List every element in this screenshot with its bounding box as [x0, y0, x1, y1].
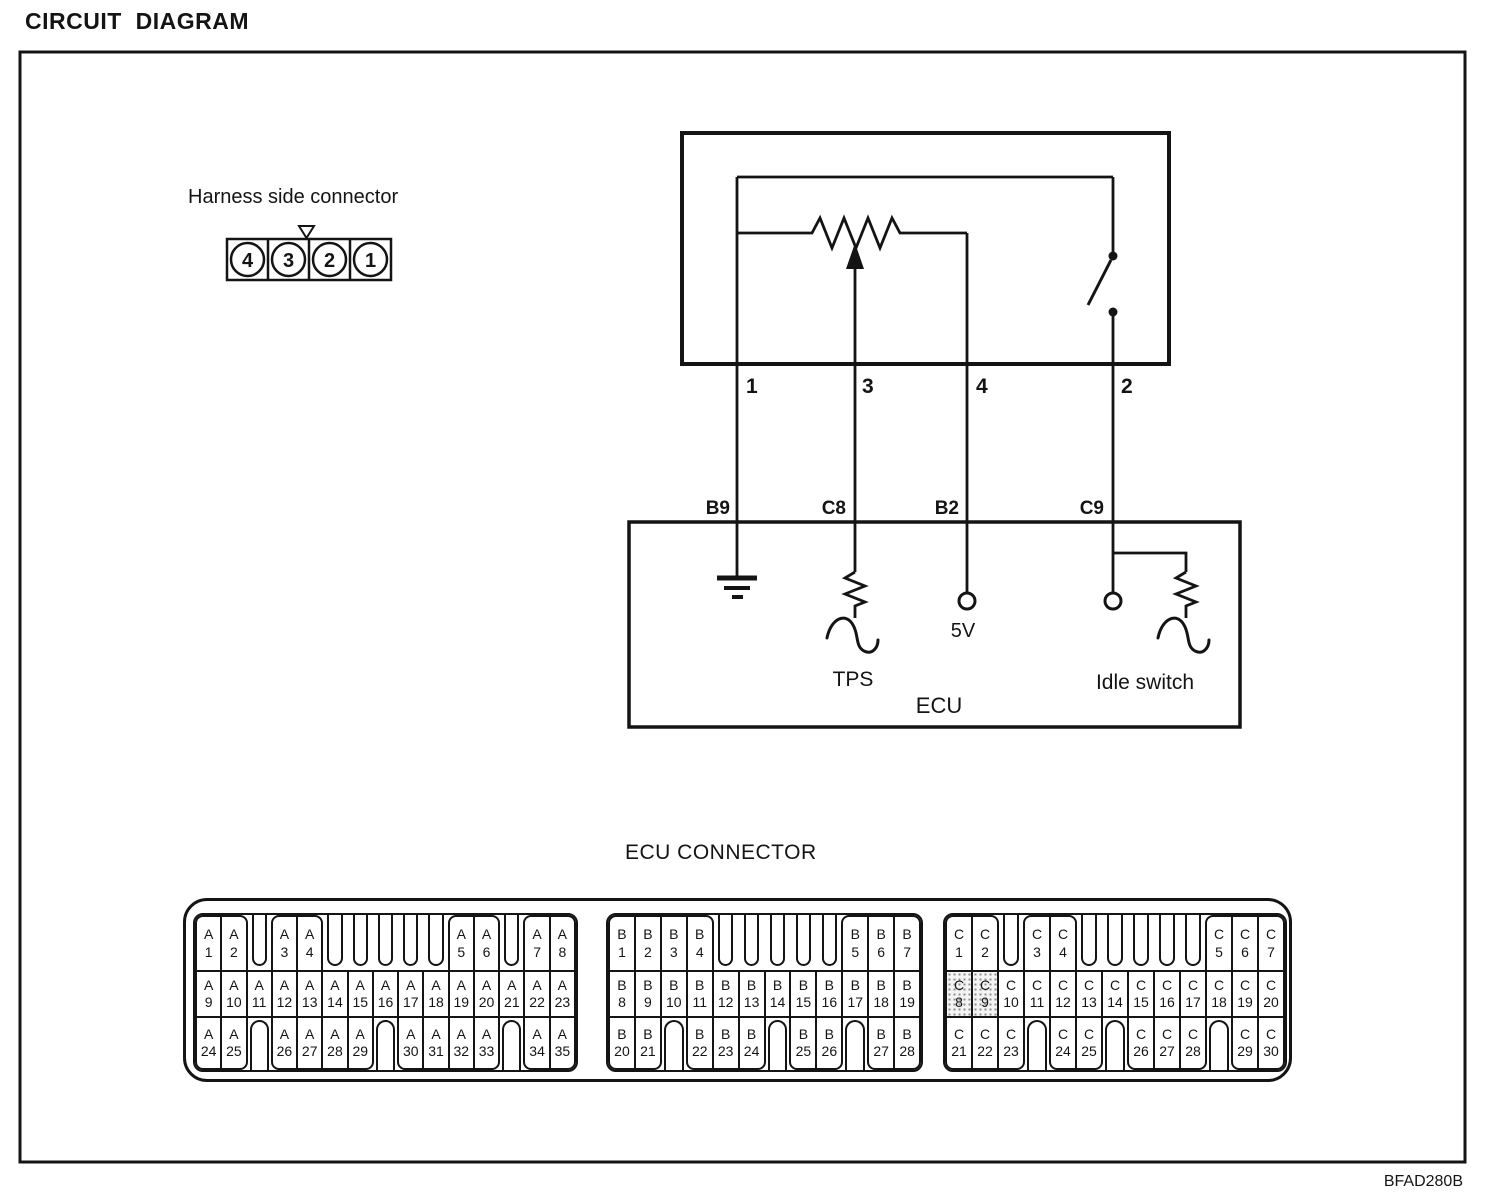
keying-slot [1159, 915, 1175, 966]
ecu-pin-label: B9 [705, 498, 730, 519]
keying-slot [770, 915, 786, 966]
keying-slot [353, 915, 368, 966]
harness-pin-number: 3 [282, 250, 295, 272]
pin-cell-c21: C 21 [945, 1016, 973, 1070]
pin-cell-b23: B 23 [712, 1016, 740, 1070]
pin-cell-a33: A 33 [473, 1016, 500, 1070]
pin-cell-b25: B 25 [789, 1016, 817, 1070]
switch-icon [1088, 252, 1118, 317]
pin-cell-c8: C 8 [945, 970, 973, 1018]
pin-cell-b10: B 10 [660, 970, 688, 1018]
pin-cell-a5: A 5 [448, 915, 475, 972]
pin-cell-a26: A 26 [271, 1016, 298, 1070]
pin-cell-a16: A 16 [372, 970, 399, 1018]
terminal-circle [959, 593, 975, 609]
pin-cell-b2: B 2 [634, 915, 662, 972]
pin-cell-c17: C 17 [1179, 970, 1207, 1018]
pin-cell-a17: A 17 [397, 970, 424, 1018]
connector-row [945, 915, 1285, 972]
connector-row [195, 915, 576, 972]
harness-connector-label: Harness side connector [188, 186, 399, 208]
keying-slot [845, 1020, 865, 1070]
pin-cell-b22: B 22 [686, 1016, 714, 1070]
pin-cell-b1: B 1 [608, 915, 636, 972]
pin-cell-c20: C 20 [1257, 970, 1285, 1018]
pin-cell-a11: A 11 [246, 970, 273, 1018]
pin-cell-a28: A 28 [321, 1016, 348, 1070]
pin-cell-a15: A 15 [347, 970, 374, 1018]
pin-cell-a35: A 35 [549, 1016, 576, 1070]
keying-slot [1027, 1020, 1047, 1070]
connector-group-a [193, 913, 578, 1072]
pin-cell-c9: C 9 [971, 970, 999, 1018]
keying-slot [768, 1020, 788, 1070]
pin-cell-b4: B 4 [686, 915, 714, 972]
pin-cell-b12: B 12 [712, 970, 740, 1018]
pin-cell-a19: A 19 [448, 970, 475, 1018]
keying-slot [502, 1020, 521, 1070]
pin-cell-b15: B 15 [789, 970, 817, 1018]
sensor-pin-label: 4 [976, 375, 988, 398]
pin-cell-a2: A 2 [220, 915, 247, 972]
harness-pin-number: 1 [364, 250, 377, 272]
pin-cell-b13: B 13 [738, 970, 766, 1018]
sensor-box [682, 133, 1169, 364]
pin-cell-b11: B 11 [686, 970, 714, 1018]
pin-cell-c28: C 28 [1179, 1016, 1207, 1070]
pin-cell-b5: B 5 [841, 915, 869, 972]
pin-cell-a27: A 27 [296, 1016, 323, 1070]
pin-cell-a21: A 21 [498, 970, 525, 1018]
wires [737, 177, 1186, 593]
pin-cell-a14: A 14 [321, 970, 348, 1018]
pin-cell-a9: A 9 [195, 970, 222, 1018]
pin-cell-c4: C 4 [1049, 915, 1077, 972]
pin-cell-c5: C 5 [1205, 915, 1233, 972]
keying-slot [1185, 915, 1201, 966]
pin-cell-c29: C 29 [1231, 1016, 1259, 1070]
connector-row [608, 915, 921, 972]
sensor-pin-label: 2 [1121, 375, 1133, 398]
pin-cell-c23: C 23 [997, 1016, 1025, 1070]
ecu-pin-label: C8 [821, 498, 846, 519]
pin-cell-a18: A 18 [422, 970, 449, 1018]
pin-cell-c25: C 25 [1075, 1016, 1103, 1070]
idle-switch-label: Idle switch [1095, 671, 1195, 694]
pin-cell-a3: A 3 [271, 915, 298, 972]
keying-slot [1081, 915, 1097, 966]
pin-cell-b18: B 18 [867, 970, 895, 1018]
keying-slot [796, 915, 812, 966]
keying-slot [403, 915, 418, 966]
pin-cell-a32: A 32 [448, 1016, 475, 1070]
keying-slot [327, 915, 342, 966]
pin-cell-c12: C 12 [1049, 970, 1077, 1018]
keying-slot [1209, 1020, 1229, 1070]
pin-cell-c3: C 3 [1023, 915, 1051, 972]
pin-cell-c27: C 27 [1153, 1016, 1181, 1070]
pin-cell-c24: C 24 [1049, 1016, 1077, 1070]
pin-cell-a25: A 25 [220, 1016, 247, 1070]
keying-slot [664, 1020, 684, 1070]
ecu-pin-label: B2 [934, 498, 959, 519]
pin-cell-a24: A 24 [195, 1016, 222, 1070]
pin-cell-a34: A 34 [523, 1016, 550, 1070]
pin-cell-c10: C 10 [997, 970, 1025, 1018]
pin-cell-c6: C 6 [1231, 915, 1259, 972]
pin-cell-a1: A 1 [195, 915, 222, 972]
keying-slot [250, 1020, 269, 1070]
tps-resistor-icon [827, 572, 878, 652]
pin-cell-c19: C 19 [1231, 970, 1259, 1018]
keying-slot [378, 915, 393, 966]
connector-row [608, 970, 921, 1018]
harness-connector [227, 239, 391, 280]
pin-cell-c26: C 26 [1127, 1016, 1155, 1070]
pin-cell-b16: B 16 [815, 970, 843, 1018]
harness-pin-number: 2 [323, 250, 336, 272]
keying-slot [376, 1020, 395, 1070]
ecu-connector-label: ECU CONNECTOR [625, 841, 817, 864]
pin-cell-c22: C 22 [971, 1016, 999, 1070]
pin-cell-b7: B 7 [893, 915, 921, 972]
keying-slot [744, 915, 760, 966]
page-title: CIRCUIT DIAGRAM [25, 8, 250, 34]
connector-group-c [943, 913, 1287, 1072]
harness-pin-number: 4 [241, 250, 254, 272]
pin-cell-a13: A 13 [296, 970, 323, 1018]
pin-cell-a22: A 22 [523, 970, 550, 1018]
keying-slot [1107, 915, 1123, 966]
connector-row [945, 970, 1285, 1018]
pin-cell-a10: A 10 [220, 970, 247, 1018]
keying-slot [822, 915, 838, 966]
connector-row [608, 1016, 921, 1070]
pin-cell-a31: A 31 [422, 1016, 449, 1070]
keying-slot [718, 915, 734, 966]
potentiometer-resistor [737, 218, 967, 248]
pin-cell-b20: B 20 [608, 1016, 636, 1070]
pin-cell-a6: A 6 [473, 915, 500, 972]
pin-cell-b17: B 17 [841, 970, 869, 1018]
idle-switch-resistor-icon [1158, 572, 1209, 652]
ground-icon [717, 578, 757, 597]
keying-slot [1133, 915, 1149, 966]
pin-cell-b28: B 28 [893, 1016, 921, 1070]
pin-cell-c1: C 1 [945, 915, 973, 972]
pin-cell-b24: B 24 [738, 1016, 766, 1070]
pin-cell-a12: A 12 [271, 970, 298, 1018]
keying-slot [1105, 1020, 1125, 1070]
pin-cell-a4: A 4 [296, 915, 323, 972]
pin-cell-a8: A 8 [549, 915, 576, 972]
keying-slot [428, 915, 443, 966]
figure-code: BFAD280B [1383, 1173, 1463, 1190]
pin-cell-a30: A 30 [397, 1016, 424, 1070]
pin-cell-c30: C 30 [1257, 1016, 1285, 1070]
supply-voltage-label: 5V [950, 620, 976, 642]
pin-cell-c15: C 15 [1127, 970, 1155, 1018]
connector-row [945, 1016, 1285, 1070]
pin-cell-c2: C 2 [971, 915, 999, 972]
pin-cell-b21: B 21 [634, 1016, 662, 1070]
ecu-pin-label: C9 [1079, 498, 1104, 519]
pin-cell-b6: B 6 [867, 915, 895, 972]
tps-label: TPS [832, 668, 874, 691]
pin-cell-b19: B 19 [893, 970, 921, 1018]
pin-cell-c18: C 18 [1205, 970, 1233, 1018]
pin-cell-b8: B 8 [608, 970, 636, 1018]
pin-cell-a23: A 23 [549, 970, 576, 1018]
pin-cell-c11: C 11 [1023, 970, 1051, 1018]
terminal-circle [1105, 593, 1121, 609]
keying-slot [504, 915, 519, 966]
connector-group-b [606, 913, 923, 1072]
index-triangle-icon [299, 226, 314, 238]
keying-slot [252, 915, 267, 966]
connector-row [195, 1016, 576, 1070]
pin-cell-b27: B 27 [867, 1016, 895, 1070]
sensor-pin-label: 3 [862, 375, 874, 398]
pin-cell-b3: B 3 [660, 915, 688, 972]
keying-slot [1003, 915, 1019, 966]
pin-cell-a20: A 20 [473, 970, 500, 1018]
ecu-label: ECU [915, 693, 963, 718]
pin-cell-b14: B 14 [764, 970, 792, 1018]
pin-cell-a29: A 29 [347, 1016, 374, 1070]
connector-row [195, 970, 576, 1018]
pin-cell-c7: C 7 [1257, 915, 1285, 972]
sensor-pin-label: 1 [746, 375, 758, 398]
pin-cell-b9: B 9 [634, 970, 662, 1018]
pin-cell-c13: C 13 [1075, 970, 1103, 1018]
pin-cell-b26: B 26 [815, 1016, 843, 1070]
pin-cell-c14: C 14 [1101, 970, 1129, 1018]
pin-cell-c16: C 16 [1153, 970, 1181, 1018]
pin-cell-a7: A 7 [523, 915, 550, 972]
wiper-arrow-icon [846, 243, 864, 269]
